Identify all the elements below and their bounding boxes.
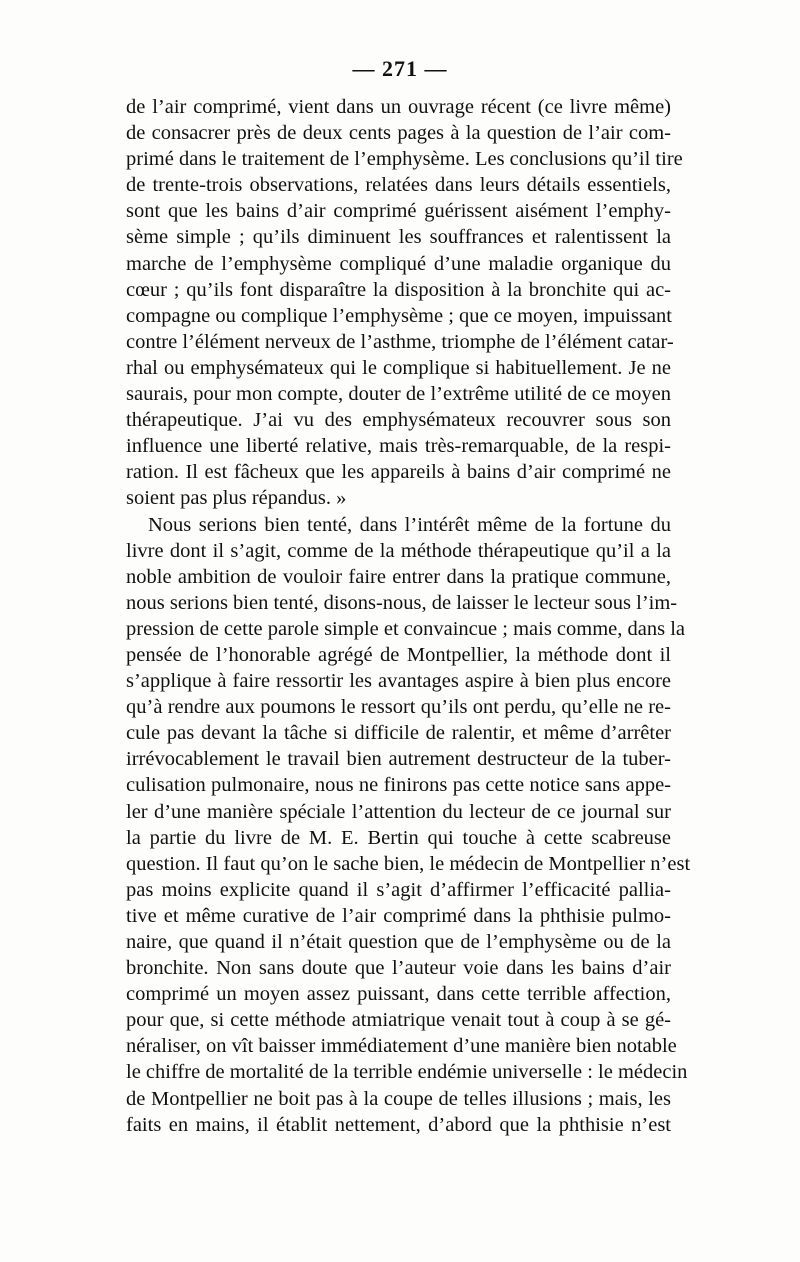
text-line: ler d’une manière spéciale l’attention du lecteur de ce journal sur [126,800,671,823]
page-number: — 271 — [352,56,448,81]
text-line: cule pas devant la tâche si difficile de ralentir, et même d’arrêter [126,722,671,745]
text-line: néraliser, on vît baisser immédiatement d’une manière bien notable [126,1035,677,1058]
text-line: influence une liberté relative, mais très-remarquable, de la respi- [126,435,671,458]
text-line: de trente-trois observations, relatées dans leurs détails essentiels, [126,174,671,197]
text-line: de Montpellier ne boit pas à la coupe de telles illusions ; mais, les [126,1087,671,1110]
text-line: marche de l’emphysème compliqué d’une maladie organique du [126,252,671,275]
body-text [126,94,691,1138]
text-line: bronchite. Non sans doute que l’auteur voie dans les bains d’air [126,957,671,980]
text-line: tive et même curative de l’air comprimé dans la phthisie pulmo- [126,904,671,927]
text-line: pression de cette parole simple et convaincue ; mais comme, dans la [126,617,686,640]
text-line: ration. Il est fâcheux que les appareils à bains d’air comprimé ne [126,461,671,484]
text-line: sont que les bains d’air comprimé guérissent aisément l’emphy- [126,200,671,223]
text-line: s’applique à faire ressortir les avantages aspire à bien plus encore [126,670,671,693]
text-line: pensée de l’honorable agrégé de Montpellier, la méthode dont il [126,643,671,666]
text-line: comprimé un moyen assez puissant, dans cette terrible affection, [126,983,671,1006]
text-line: question. Il faut qu’on le sache bien, le médecin de Montpellier n’est [126,852,691,875]
text-line: irrévocablement le travail bien autrement destructeur de la tuber- [126,748,671,771]
text-line: la partie du livre de M. E. Bertin qui touche à cette scabreuse [126,826,671,849]
text-line: sème simple ; qu’ils diminuent les souffrances et ralentissent la [126,226,671,249]
text-line: de l’air comprimé, vient dans un ouvrage récent (ce livre même) [126,96,671,118]
text-line: primé dans le traitement de l’emphysème. Les conclusions qu’il tire [126,148,683,171]
text-line: livre dont il s’agit, comme de la méthode thérapeutique qu’il a la [126,539,671,562]
text-line: cœur ; qu’ils font disparaître la disposition à la bronchite qui ac- [126,278,671,301]
text-line: nous serions bien tenté, disons-nous, de laisser le lecteur sous l’im- [126,591,678,614]
text-line: de consacrer près de deux cents pages à la question de l’air com- [126,122,671,145]
text-line: saurais, pour mon compte, douter de l’extrême utilité de ce moyen [126,383,671,406]
text-line: contre l’élément nerveux de l’asthme, triomphe de l’élément catar- [126,330,674,353]
text-line: noble ambition de vouloir faire entrer dans la pratique commune, [126,565,671,588]
paragraph-end-line: soient pas plus répandus. » [126,487,347,510]
text-line: le chiffre de mortalité de la terrible endémie universelle : le médecin [126,1061,688,1084]
text-line: qu’à rendre aux poumons le ressort qu’ils ont perdu, qu’elle ne re- [126,696,671,719]
text-line: culisation pulmonaire, nous ne finirons pas cette notice sans appe- [126,774,671,797]
text-line: thérapeutique. J’ai vu des emphysémateux recouvrer sous son [126,409,671,432]
paragraph-first-line: Nous serions bien tenté, dans l’intérêt même de la fortune du [148,513,671,536]
text-line: naire, que quand il n’était question que de l’emphysème ou de la [126,931,671,953]
text-line: pas moins explicite quand il s’agit d’affirmer l’efficacité pallia- [126,878,671,901]
text-line: faits en mains, il établit nettement, d’abord que la phthisie n’est [126,1113,671,1136]
text-line: rhal ou emphysémateux qui le complique si habituellement. Je ne [126,356,671,379]
text-line: compagne ou complique l’emphysème ; que ce moyen, impuissant [126,304,672,327]
text-line: pour que, si cette méthode atmiatrique venait tout à coup à se gé- [126,1009,671,1032]
